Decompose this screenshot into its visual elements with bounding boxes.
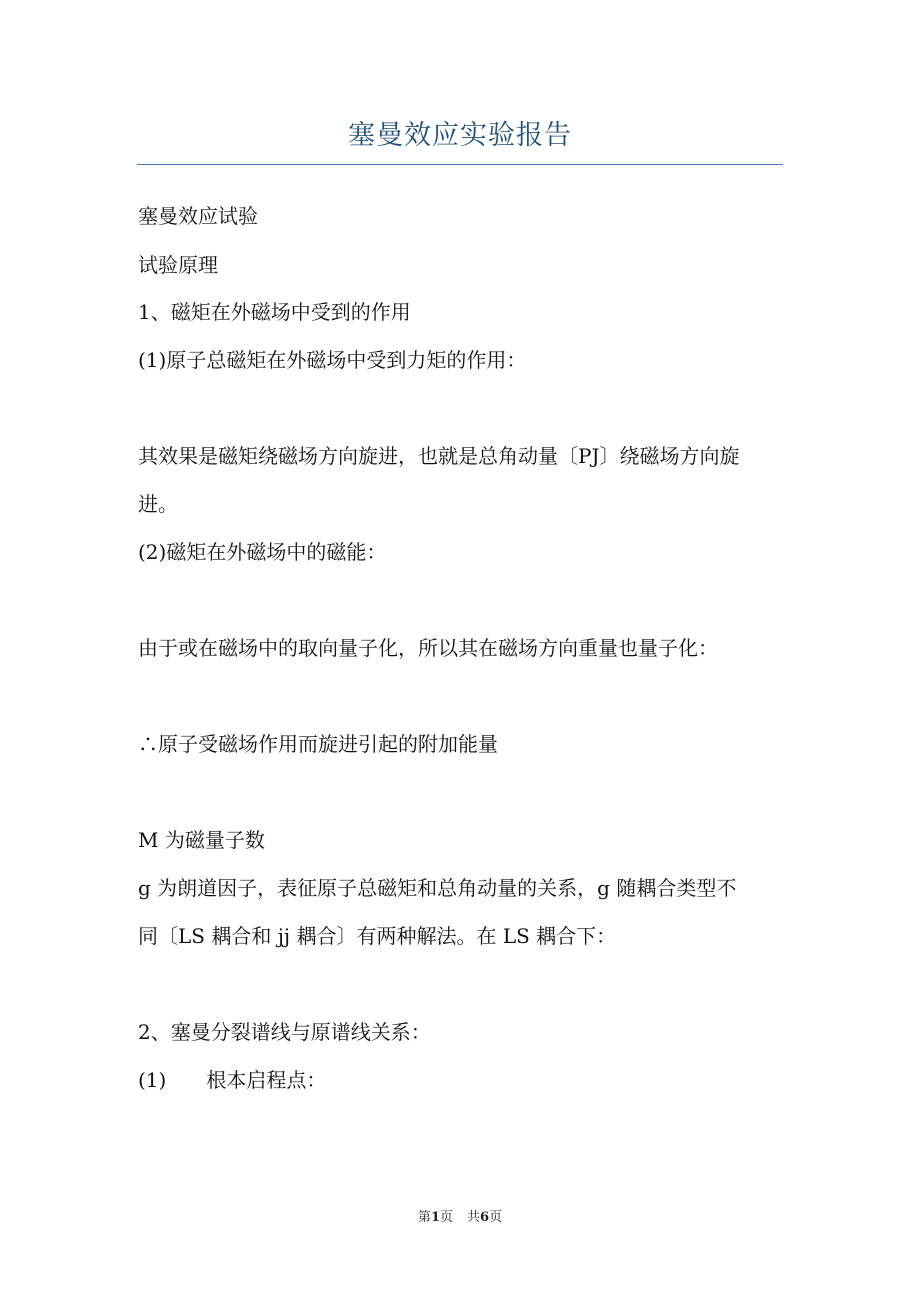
total-prefix: 共 — [467, 1210, 481, 1225]
page-footer — [0, 1209, 920, 1227]
page-suffix: 页 — [439, 1210, 453, 1225]
title-underline — [137, 164, 783, 165]
paragraph-lande-factor-line2: 同〔LS 耦合和 jj 耦合〕有两种解法。在 LS 耦合下： — [138, 924, 617, 948]
total-suffix: 页 — [489, 1210, 503, 1225]
page-prefix: 第 — [417, 1210, 431, 1225]
paragraph-precession-line2: 进。 — [138, 492, 178, 516]
paragraph-item-2-1 — [138, 1065, 326, 1095]
item-text: 根本启程点： — [206, 1068, 327, 1092]
paragraph-item-1-2: (2)磁矩在外磁场中的磁能： — [138, 540, 387, 564]
paragraph-magnetic-quantum-number: M 为磁量子数 — [138, 828, 265, 852]
item-number: (1) — [138, 1068, 167, 1092]
paragraph-section-1: 1、磁矩在外磁场中受到的作用 — [138, 300, 411, 324]
page-current: 1 — [430, 1210, 440, 1225]
paragraph-principle-heading: 试验原理 — [138, 253, 218, 277]
paragraph-quantization: 由于或在磁场中的取向量子化，所以其在磁场方向重量也量子化： — [138, 636, 718, 660]
paragraph-experiment-name: 塞曼效应试验 — [138, 204, 258, 228]
paragraph-lande-factor-line1: g 为朗道因子，表征原子总磁矩和总角动量的关系，g 随耦合类型不 — [138, 876, 737, 900]
document-title: 塞曼效应实验报告 — [348, 120, 572, 151]
paragraph-section-2: 2、塞曼分裂谱线与原谱线关系： — [138, 1020, 431, 1044]
paragraph-precession-line1: 其效果是磁矩绕磁场方向旋进，也就是总角动量〔PJ〕绕磁场方向旋 — [138, 444, 740, 468]
paragraph-item-1-1: (1)原子总磁矩在外磁场中受到力矩的作用： — [138, 348, 527, 372]
paragraph-additional-energy: ∴原子受磁场作用而旋进引起的附加能量 — [138, 732, 498, 756]
page-total: 6 — [480, 1210, 490, 1225]
